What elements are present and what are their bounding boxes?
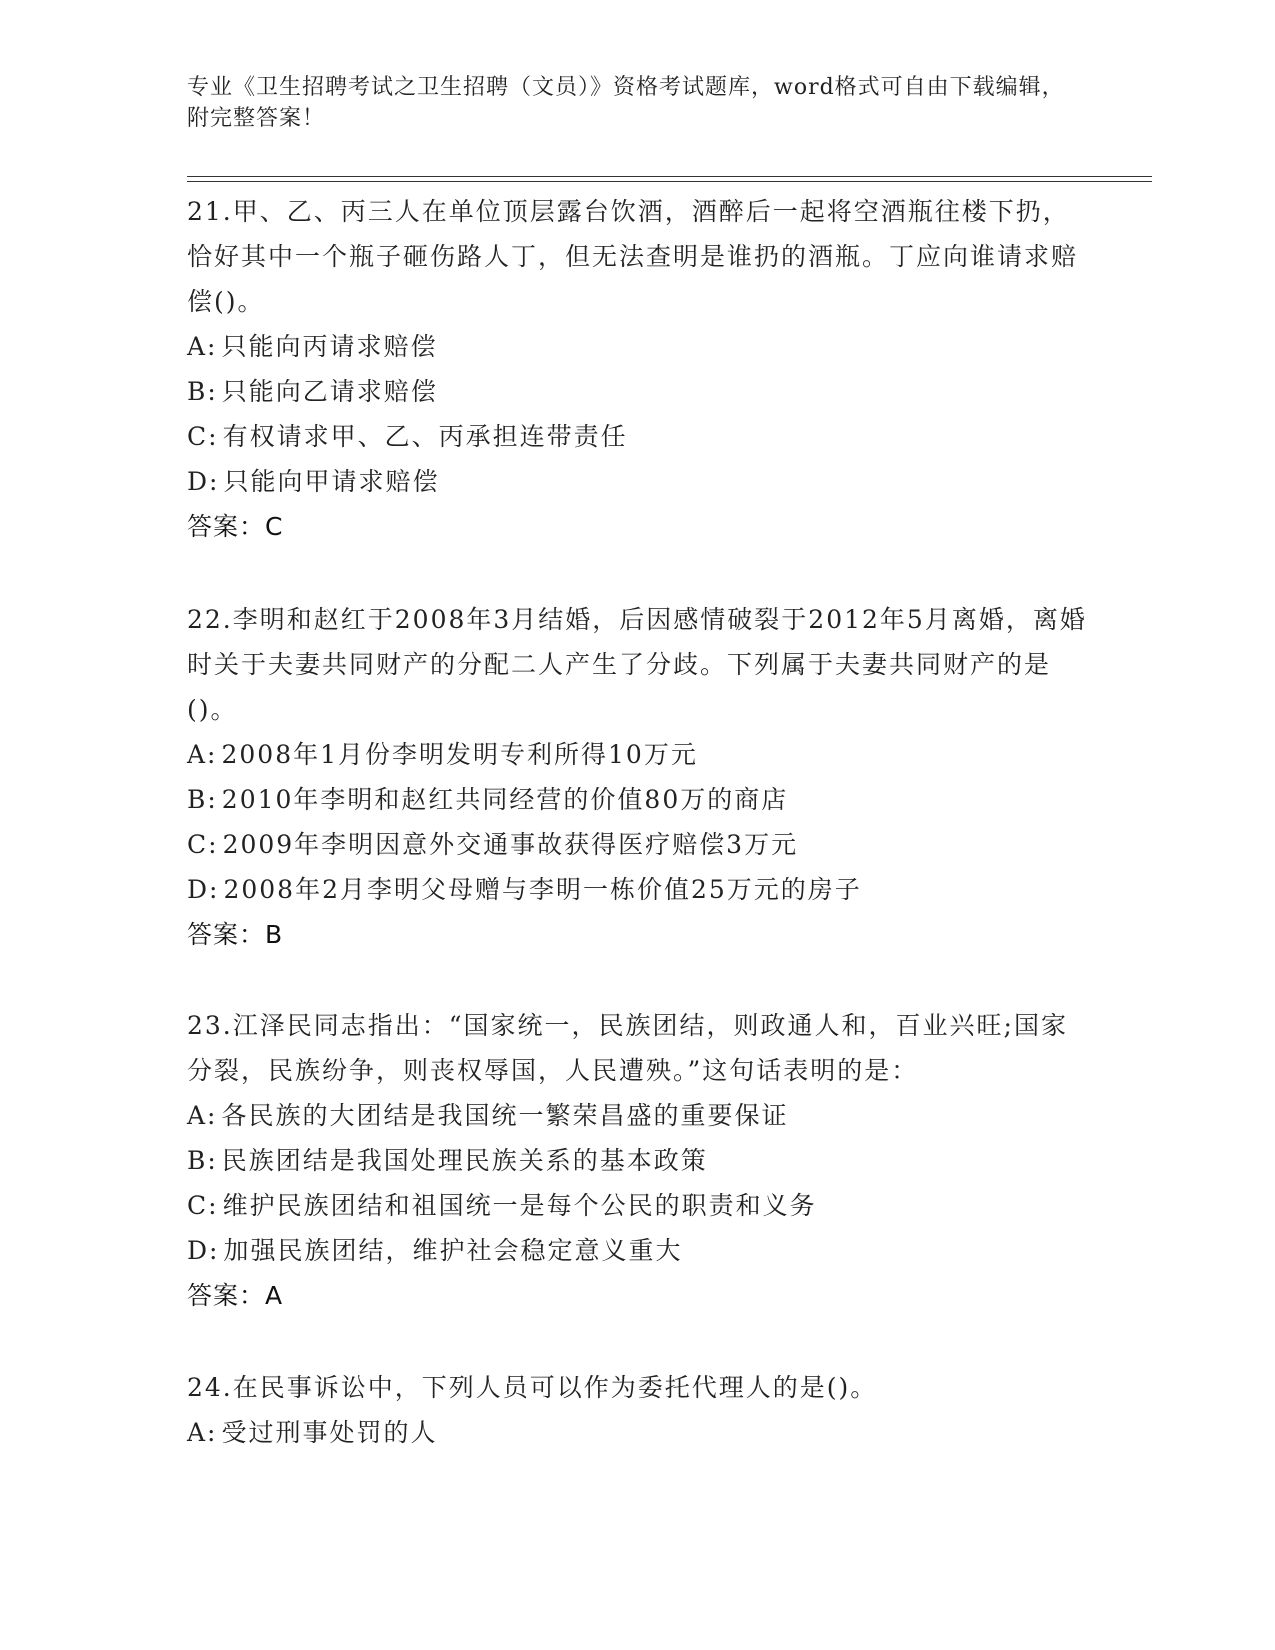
header-divider-top: [187, 176, 1152, 177]
option-a: [187, 732, 1087, 777]
option-letter: A:: [187, 332, 218, 361]
question-24: [187, 1365, 1087, 1455]
option-text: 民族团结是我国处理民族关系的基本政策: [221, 1146, 708, 1175]
option-text: 受过刑事处罚的人: [221, 1418, 438, 1447]
question-stem: 23.江泽民同志指出：“国家统一，民族团结，则政通人和，百业兴旺;国家分裂，民族纷争，则丧权辱国，人民遭殃。”这句话表明的是：: [187, 1011, 1068, 1085]
question-stem: 22.李明和赵红于2008年3月结婚，后因感情破裂于2012年5月离婚，离婚时关于夫妻共同财产的分配二人产生了分歧。下列属于夫妻共同财产的是()。: [187, 605, 1087, 724]
option-letter: B:: [187, 1146, 218, 1175]
option-text: 只能向乙请求赔偿: [221, 377, 438, 406]
option-c: [187, 414, 1087, 459]
question-23: [187, 1003, 1087, 1318]
option-text: 2008年1月份李明发明专利所得10万元: [221, 740, 698, 769]
question-22: [187, 597, 1087, 957]
answer-line: 答案：C: [187, 512, 284, 541]
option-text: 有权请求甲、乙、丙承担连带责任: [222, 422, 628, 451]
option-letter: A:: [187, 1418, 218, 1447]
option-text: 2010年李明和赵红共同经营的价值80万的商店: [221, 785, 789, 814]
option-letter: B:: [187, 785, 218, 814]
option-c: [187, 1183, 1087, 1228]
header-divider-bottom: [187, 181, 1152, 182]
option-letter: D:: [187, 467, 220, 496]
option-letter: C:: [187, 830, 219, 859]
option-a: [187, 324, 1087, 369]
document-header: 专业《卫生招聘考试之卫生招聘（文员）》资格考试题库，word格式可自由下载编辑，附完整答案！: [187, 75, 1065, 131]
option-letter: D:: [187, 875, 220, 904]
question-21: [187, 189, 1087, 549]
answer-line: 答案：A: [187, 1281, 284, 1310]
question-stem: 21.甲、乙、丙三人在单位顶层露台饮酒，酒醉后一起将空酒瓶往楼下扔，恰好其中一个瓶子砸伤路人丁，但无法查明是谁扔的酒瓶。丁应向谁请求赔偿()。: [187, 197, 1079, 316]
option-text: 2008年2月李明父母赠与李明一栋价值25万元的房子: [223, 875, 862, 904]
option-letter: A:: [187, 740, 218, 769]
option-letter: C:: [187, 422, 219, 451]
option-d: [187, 459, 1087, 504]
option-text: 只能向丙请求赔偿: [221, 332, 438, 361]
option-text: 各民族的大团结是我国统一繁荣昌盛的重要保证: [221, 1101, 789, 1130]
option-a: [187, 1093, 1087, 1138]
option-a: [187, 1410, 1087, 1455]
option-text: 加强民族团结，维护社会稳定意义重大: [223, 1236, 683, 1265]
option-letter: A:: [187, 1101, 218, 1130]
option-letter: C:: [187, 1191, 219, 1220]
option-letter: B:: [187, 377, 218, 406]
option-text: 维护民族团结和祖国统一是每个公民的职责和义务: [222, 1191, 817, 1220]
option-b: [187, 1138, 1087, 1183]
option-b: [187, 369, 1087, 414]
option-d: [187, 1228, 1087, 1273]
option-d: [187, 867, 1087, 912]
option-c: [187, 822, 1087, 867]
option-letter: D:: [187, 1236, 220, 1265]
option-b: [187, 777, 1087, 822]
answer-line: 答案：B: [187, 920, 284, 949]
question-stem: 24.在民事诉讼中，下列人员可以作为委托代理人的是()。: [187, 1373, 878, 1402]
option-text: 2009年李明因意外交通事故获得医疗赔偿3万元: [222, 830, 799, 859]
option-text: 只能向甲请求赔偿: [223, 467, 440, 496]
